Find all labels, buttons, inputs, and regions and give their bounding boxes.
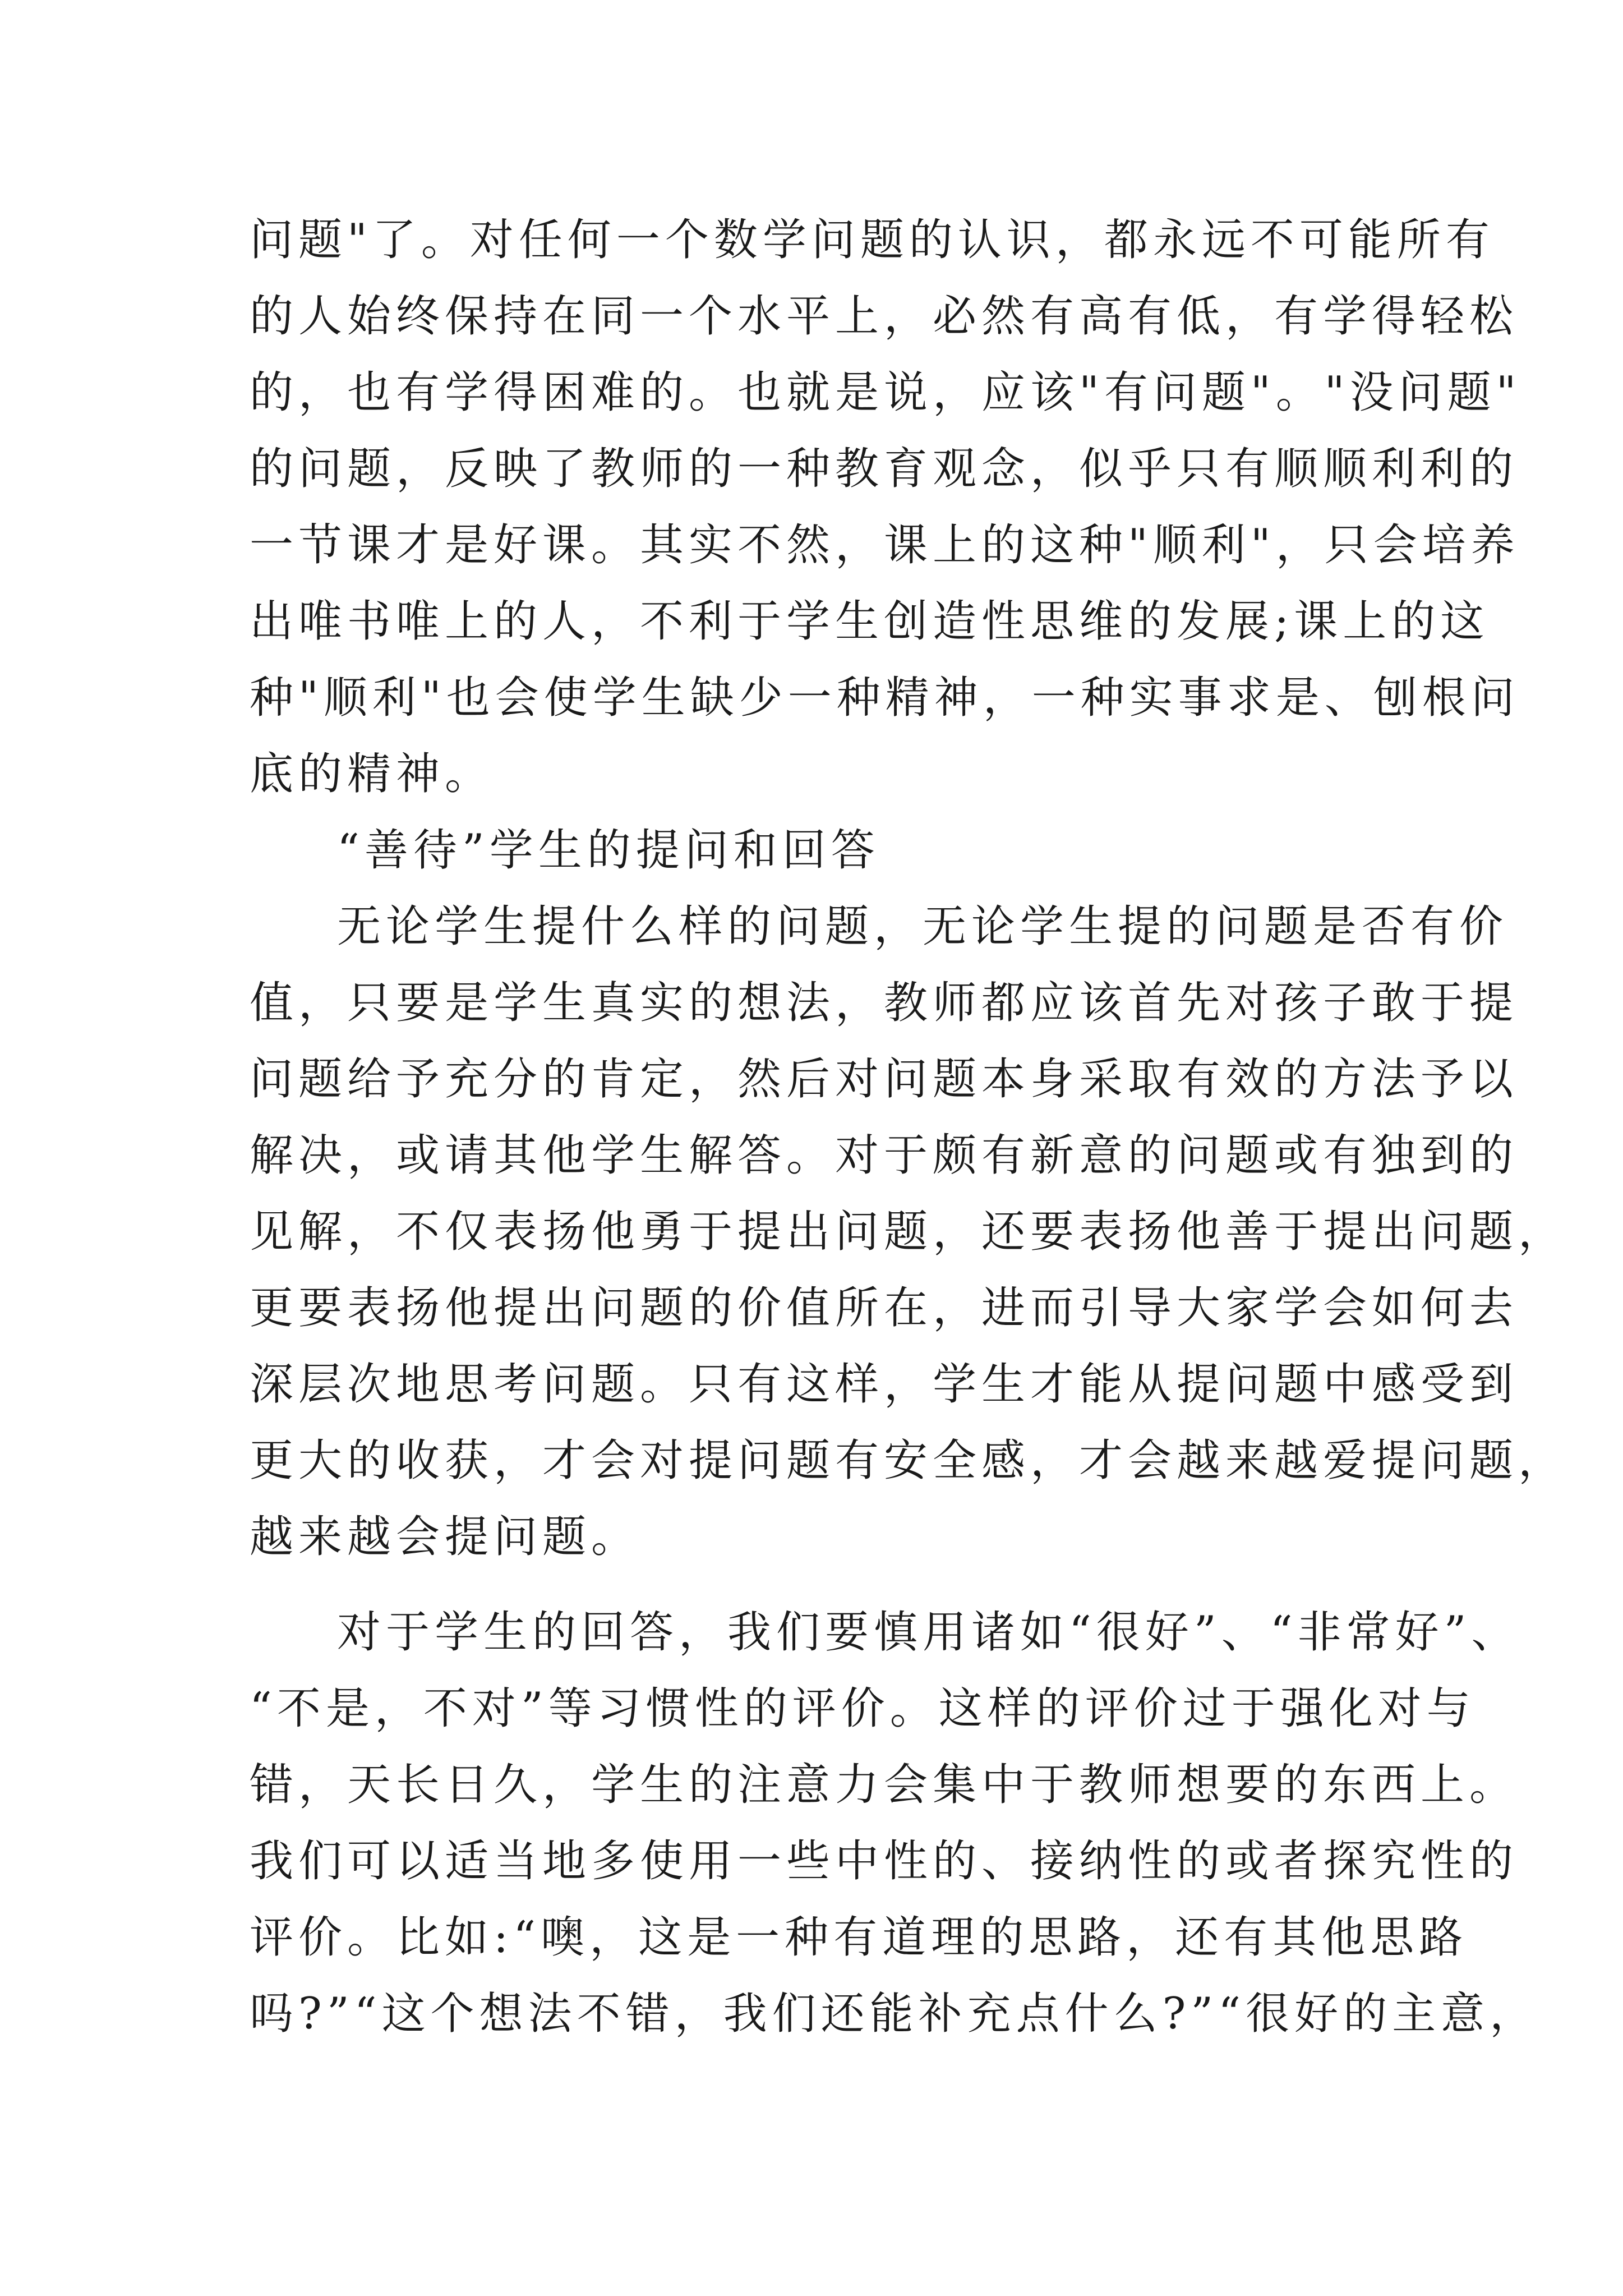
text-line: 底的精神。 xyxy=(250,749,494,799)
text-line: 的人始终保持在同一个水平上，必然有高有低，有学得轻松 xyxy=(250,291,1519,342)
text-line: 见解，不仅表扬他勇于提出问题，还要表扬他善于提出问题， xyxy=(250,1207,1567,1257)
text-line: 解决，或请其他学生解答。对于颇有新意的问题或有独到的 xyxy=(250,1130,1519,1181)
text-line: 深层次地思考问题。只有这样，学生才能从提问题中感受到 xyxy=(250,1359,1519,1410)
text-line: 种"顺利"也会使学生缺少一种精神，一种实事求是、刨根问 xyxy=(250,673,1520,723)
text-line: 问题"了。对任何一个数学问题的认识，都永远不可能所有 xyxy=(250,215,1495,265)
text-line: 更要表扬他提出问题的价值所在，进而引导大家学会如何去 xyxy=(250,1283,1519,1333)
text-line: 错，天长日久，学生的注意力会集中于教师想要的东西上。 xyxy=(250,1760,1519,1810)
text-line: 越来越会提问题。 xyxy=(250,1512,640,1562)
text-line: 问题给予充分的肯定，然后对问题本身采取有效的方法予以 xyxy=(250,1054,1519,1105)
text-line: “不是，不对”等习惯性的评价。这样的评价过于强化对与 xyxy=(250,1683,1476,1734)
text-line: 一节课才是好课。其实不然，课上的这种"顺利"，只会培养 xyxy=(250,520,1520,570)
text-line: 对于学生的回答，我们要慎用诸如“很好”、“非常好”、 xyxy=(337,1607,1520,1658)
text-line: 我们可以适当地多使用一些中性的、接纳性的或者探究性的 xyxy=(250,1836,1519,1887)
text-line: 无论学生提什么样的问题，无论学生提的问题是否有价 xyxy=(337,901,1509,952)
text-line: 出唯书唯上的人，不利于学生创造性思维的发展;课上的这 xyxy=(250,596,1490,647)
text-line: 的问题，反映了教师的一种教育观念，似乎只有顺顺利利的 xyxy=(250,444,1519,494)
text-line: 评价。比如:“噢，这是一种有道理的思路，还有其他思路 xyxy=(250,1912,1468,1963)
text-line: 值，只要是学生真实的想法，教师都应该首先对孩子敢于提 xyxy=(250,978,1519,1028)
body-text xyxy=(250,202,1567,2052)
text-line: 吗?”“这个想法不错，我们还能补充点什么?”“很好的主意， xyxy=(250,1989,1539,2039)
text-line: 的，也有学得困难的。也就是说，应该"有问题"。"没问题" xyxy=(250,367,1521,418)
text-line: 更大的收获，才会对提问题有安全感，才会越来越爱提问题， xyxy=(250,1435,1567,1486)
section-heading: “善待”学生的提问和回答 xyxy=(337,825,880,876)
